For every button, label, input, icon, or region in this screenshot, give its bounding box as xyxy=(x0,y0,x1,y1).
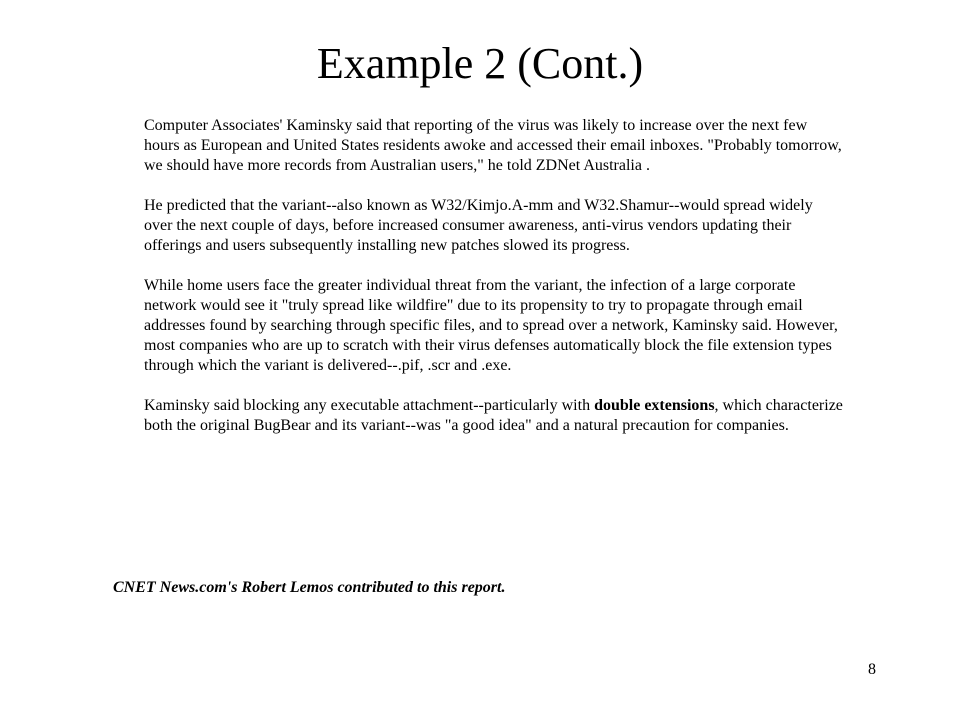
paragraph-blocking-attachments xyxy=(144,396,844,436)
article-body xyxy=(144,116,844,456)
paragraph-blocking-text-start: Kaminsky said blocking any executable attachment--particularly with xyxy=(144,397,595,414)
article-credit: CNET News.com's Robert Lemos contributed to this report. xyxy=(113,579,506,596)
paragraph-variant-prediction: He predicted that the variant--also known as W32/Kimjo.A-mm and W32.Shamur--would spread widely over the next couple of days, before increased consumer awareness, anti-virus vendors updating their offerings and users subsequently installing new patches slowed its progress. xyxy=(144,197,813,254)
page-number: 8 xyxy=(868,661,876,678)
paragraph-kaminsky-reporting: Computer Associates' Kaminsky said that reporting of the virus was likely to increase over the next few hours as European and United States residents awoke and accessed their email inboxes. "Probably tomorrow, we should have more records from Australian users," he told ZDNet Australia . xyxy=(144,117,842,174)
paragraph-blocking-text-end: , which characterize both the original BugBear and its variant--was "a good idea" and a natural precaution for companies. xyxy=(144,397,843,434)
paragraph-home-users-threat: While home users face the greater individual threat from the variant, the infection of a large corporate network would see it "truly spread like wildfire" due to its propensity to try to propagate through email addresses found by searching through specific files, and to spread over a network, Kaminsky said. However, most companies who are up to scratch with their virus defenses automatically block the file extension types through which the variant is delivered--.pif, .scr and .exe. xyxy=(144,277,838,374)
bold-phrase-double-extensions: double extensions xyxy=(594,397,715,414)
slide-title: Example 2 (Cont.) xyxy=(316,39,644,88)
